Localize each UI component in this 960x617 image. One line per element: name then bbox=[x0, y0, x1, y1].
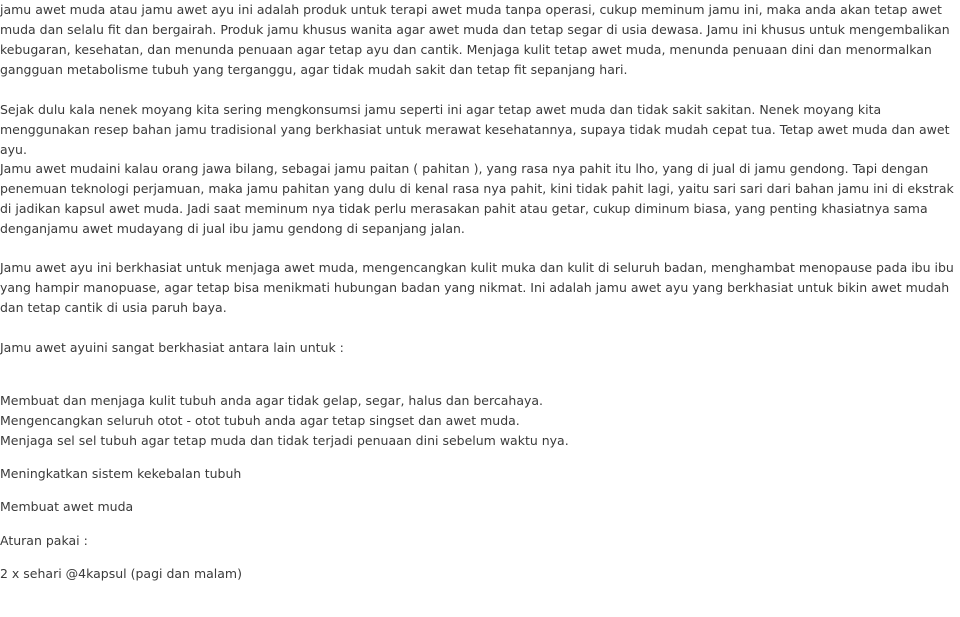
usage-heading: Aturan pakai : bbox=[0, 533, 88, 548]
benefits-intro-paragraph: Jamu awet ayuini sangat berkhasiat antara lain untuk : bbox=[0, 340, 344, 355]
dosage-text: 2 x sehari @4kapsul (pagi dan malam) bbox=[0, 566, 242, 581]
benefits-list bbox=[0, 391, 958, 451]
intro-paragraph: jamu awet muda atau jamu awet ayu ini adalah produk untuk terapi awet muda tanpa operasi, cukup meminum jamu ini, maka anda akan tetap awet muda dan selalu fit dan bergairah. Produk jamu khusus wanita agar awet muda dan tetap segar di usia dewasa. Jamu ini khusus untuk mengembalikan kebugaran, kesehatan, dan menunda penuaan agar tetap ayu dan cantik. Menjaga kulit tetap awet muda, menunda penuaan dini dan menormalkan gangguan metabolisme tubuh yang terganggu, agar tidak mudah sakit dan tetap fit sepanjang hari. bbox=[0, 2, 950, 77]
benefit-summary-paragraph: Jamu awet ayu ini berkhasiat untuk menjaga awet muda, mengencangkan kulit muka dan kulit di seluruh badan, menghambat menopause pada ibu ibu yang hampir manopuase, agar tetap bisa menikmati hubungan badan yang nikmat. Ini adalah jamu awet ayu yang berkhasiat untuk bikin awet mudah dan tetap cantik di usia paruh baya. bbox=[0, 260, 954, 315]
list-item: Mengencangkan seluruh otot - otot tubuh anda agar tetap singset dan awet muda. bbox=[0, 413, 520, 428]
list-item: Membuat dan menjaga kulit tubuh anda agar tidak gelap, segar, halus dan bercahaya. bbox=[0, 393, 544, 408]
history-paragraph: Sejak dulu kala nenek moyang kita sering mengkonsumsi jamu seperti ini agar tetap awet muda dan tidak sakit sakitan. Nenek moyang kita menggunakan resep bahan jamu tradisional yang berkhasiat untuk merawat kesehatannya, supaya tidak mudah cepat tua. Tetap awet muda dan awet ayu. bbox=[0, 102, 950, 157]
description-paragraph: Jamu awet mudaini kalau orang jawa bilang, sebagai jamu paitan ( pahitan ), yang rasa nya pahit itu lho, yang di jual di jamu gendong. Tapi dengan penemuan teknologi perjamuan, maka jamu pahitan yang dulu di kenal rasa nya pahit, kini tidak pahit lagi, yaitu sari sari dari bahan jamu ini di ekstrak di jadikan kapsul awet muda. Jadi saat meminum nya tidak perlu merasakan pahit atau getar, cukup diminum biasa, yang penting khasiatnya sama denganjamu awet mudayang di jual ibu jamu gendong di sepanjang jalan. bbox=[0, 161, 954, 236]
list-item: Menjaga sel sel tubuh agar tetap muda dan tidak terjadi penuaan dini sebelum waktu nya. bbox=[0, 433, 569, 448]
youth-paragraph: Membuat awet muda bbox=[0, 499, 134, 514]
immunity-paragraph: Meningkatkan sistem kekebalan tubuh bbox=[0, 466, 242, 481]
